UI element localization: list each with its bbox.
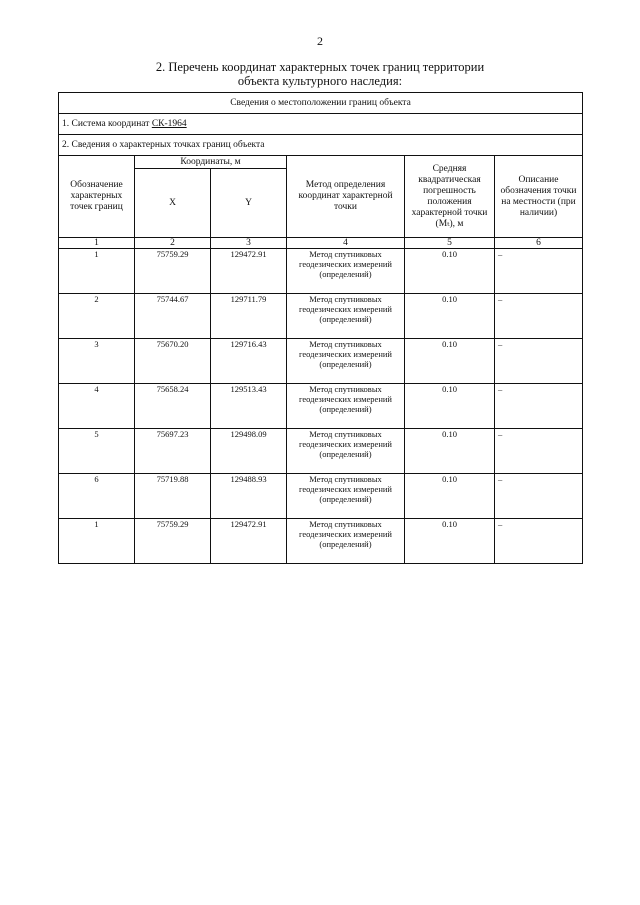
- point-id: 3: [59, 339, 135, 384]
- document-title-line-2: объекта культурного наследия:: [237, 74, 403, 88]
- description-value: –: [495, 339, 583, 384]
- error-value: 0.10: [405, 429, 495, 474]
- description-value: –: [495, 519, 583, 564]
- x-header: X: [135, 169, 211, 238]
- method-value: Метод спутниковых геодезических измерений (определений): [287, 519, 405, 564]
- description-value: –: [495, 474, 583, 519]
- document-title-line-1: 2. Перечень координат характерных точек границ территории: [155, 60, 485, 74]
- error-value: 0.10: [405, 249, 495, 294]
- coordinates-header: Координаты, м: [135, 156, 287, 169]
- method-value: Метод спутниковых геодезических измерений (определений): [287, 249, 405, 294]
- error-header: Средняя квадратическая погрешность положения характерной точки (Mₜ), м: [405, 156, 495, 238]
- column-number: 5: [405, 238, 495, 249]
- error-value: 0.10: [405, 474, 495, 519]
- column-number: 4: [287, 238, 405, 249]
- table-row: [59, 474, 583, 519]
- point-id: 1: [59, 249, 135, 294]
- section-header: Сведения о местоположении границ объекта: [59, 93, 583, 114]
- method-value: Метод спутниковых геодезических измерений (определений): [287, 294, 405, 339]
- designation-header: Обозначение характерных точек границ: [59, 156, 135, 238]
- method-value: Метод спутниковых геодезических измерений (определений): [287, 339, 405, 384]
- y-value: 129472.91: [211, 249, 287, 294]
- error-value: 0.10: [405, 339, 495, 384]
- point-id: 4: [59, 384, 135, 429]
- description-value: –: [495, 429, 583, 474]
- method-value: Метод спутниковых геодезических измерений (определений): [287, 474, 405, 519]
- y-value: 129472.91: [211, 519, 287, 564]
- x-value: 75759.29: [135, 519, 211, 564]
- error-value: 0.10: [405, 519, 495, 564]
- coordinate-system-row: [59, 114, 583, 135]
- y-header: Y: [211, 169, 287, 238]
- column-number: 3: [211, 238, 287, 249]
- method-value: Метод спутниковых геодезических измерений (определений): [287, 384, 405, 429]
- y-value: 129498.09: [211, 429, 287, 474]
- coordinates-table: [58, 92, 583, 564]
- x-value: 75719.88: [135, 474, 211, 519]
- description-header: Описание обозначения точки на местности (при наличии): [495, 156, 583, 238]
- page-number: 2: [317, 34, 323, 48]
- x-value: 75759.29: [135, 249, 211, 294]
- x-value: 75670.20: [135, 339, 211, 384]
- x-value: 75744.67: [135, 294, 211, 339]
- description-value: –: [495, 294, 583, 339]
- table-row: [59, 294, 583, 339]
- points-section-header: 2. Сведения о характерных точках границ объекта: [59, 135, 583, 156]
- column-number: 2: [135, 238, 211, 249]
- coordinate-system-name: СК-1964: [151, 119, 187, 129]
- table-row: [59, 384, 583, 429]
- column-number: 6: [495, 238, 583, 249]
- table-row: [59, 249, 583, 294]
- table-row: [59, 339, 583, 384]
- x-value: 75658.24: [135, 384, 211, 429]
- x-value: 75697.23: [135, 429, 211, 474]
- description-value: –: [495, 249, 583, 294]
- point-id: 5: [59, 429, 135, 474]
- point-id: 1: [59, 519, 135, 564]
- column-number: 1: [59, 238, 135, 249]
- y-value: 129513.43: [211, 384, 287, 429]
- point-id: 6: [59, 474, 135, 519]
- point-id: 2: [59, 294, 135, 339]
- coordinate-system-label: 1. Система координат: [62, 119, 152, 129]
- table-row: [59, 429, 583, 474]
- y-value: 129711.79: [211, 294, 287, 339]
- y-value: 129488.93: [211, 474, 287, 519]
- document-title: [0, 60, 640, 88]
- error-value: 0.10: [405, 294, 495, 339]
- method-header: Метод определения координат характерной точки: [287, 156, 405, 238]
- method-value: Метод спутниковых геодезических измерений (определений): [287, 429, 405, 474]
- table-row: [59, 519, 583, 564]
- y-value: 129716.43: [211, 339, 287, 384]
- error-value: 0.10: [405, 384, 495, 429]
- description-value: –: [495, 384, 583, 429]
